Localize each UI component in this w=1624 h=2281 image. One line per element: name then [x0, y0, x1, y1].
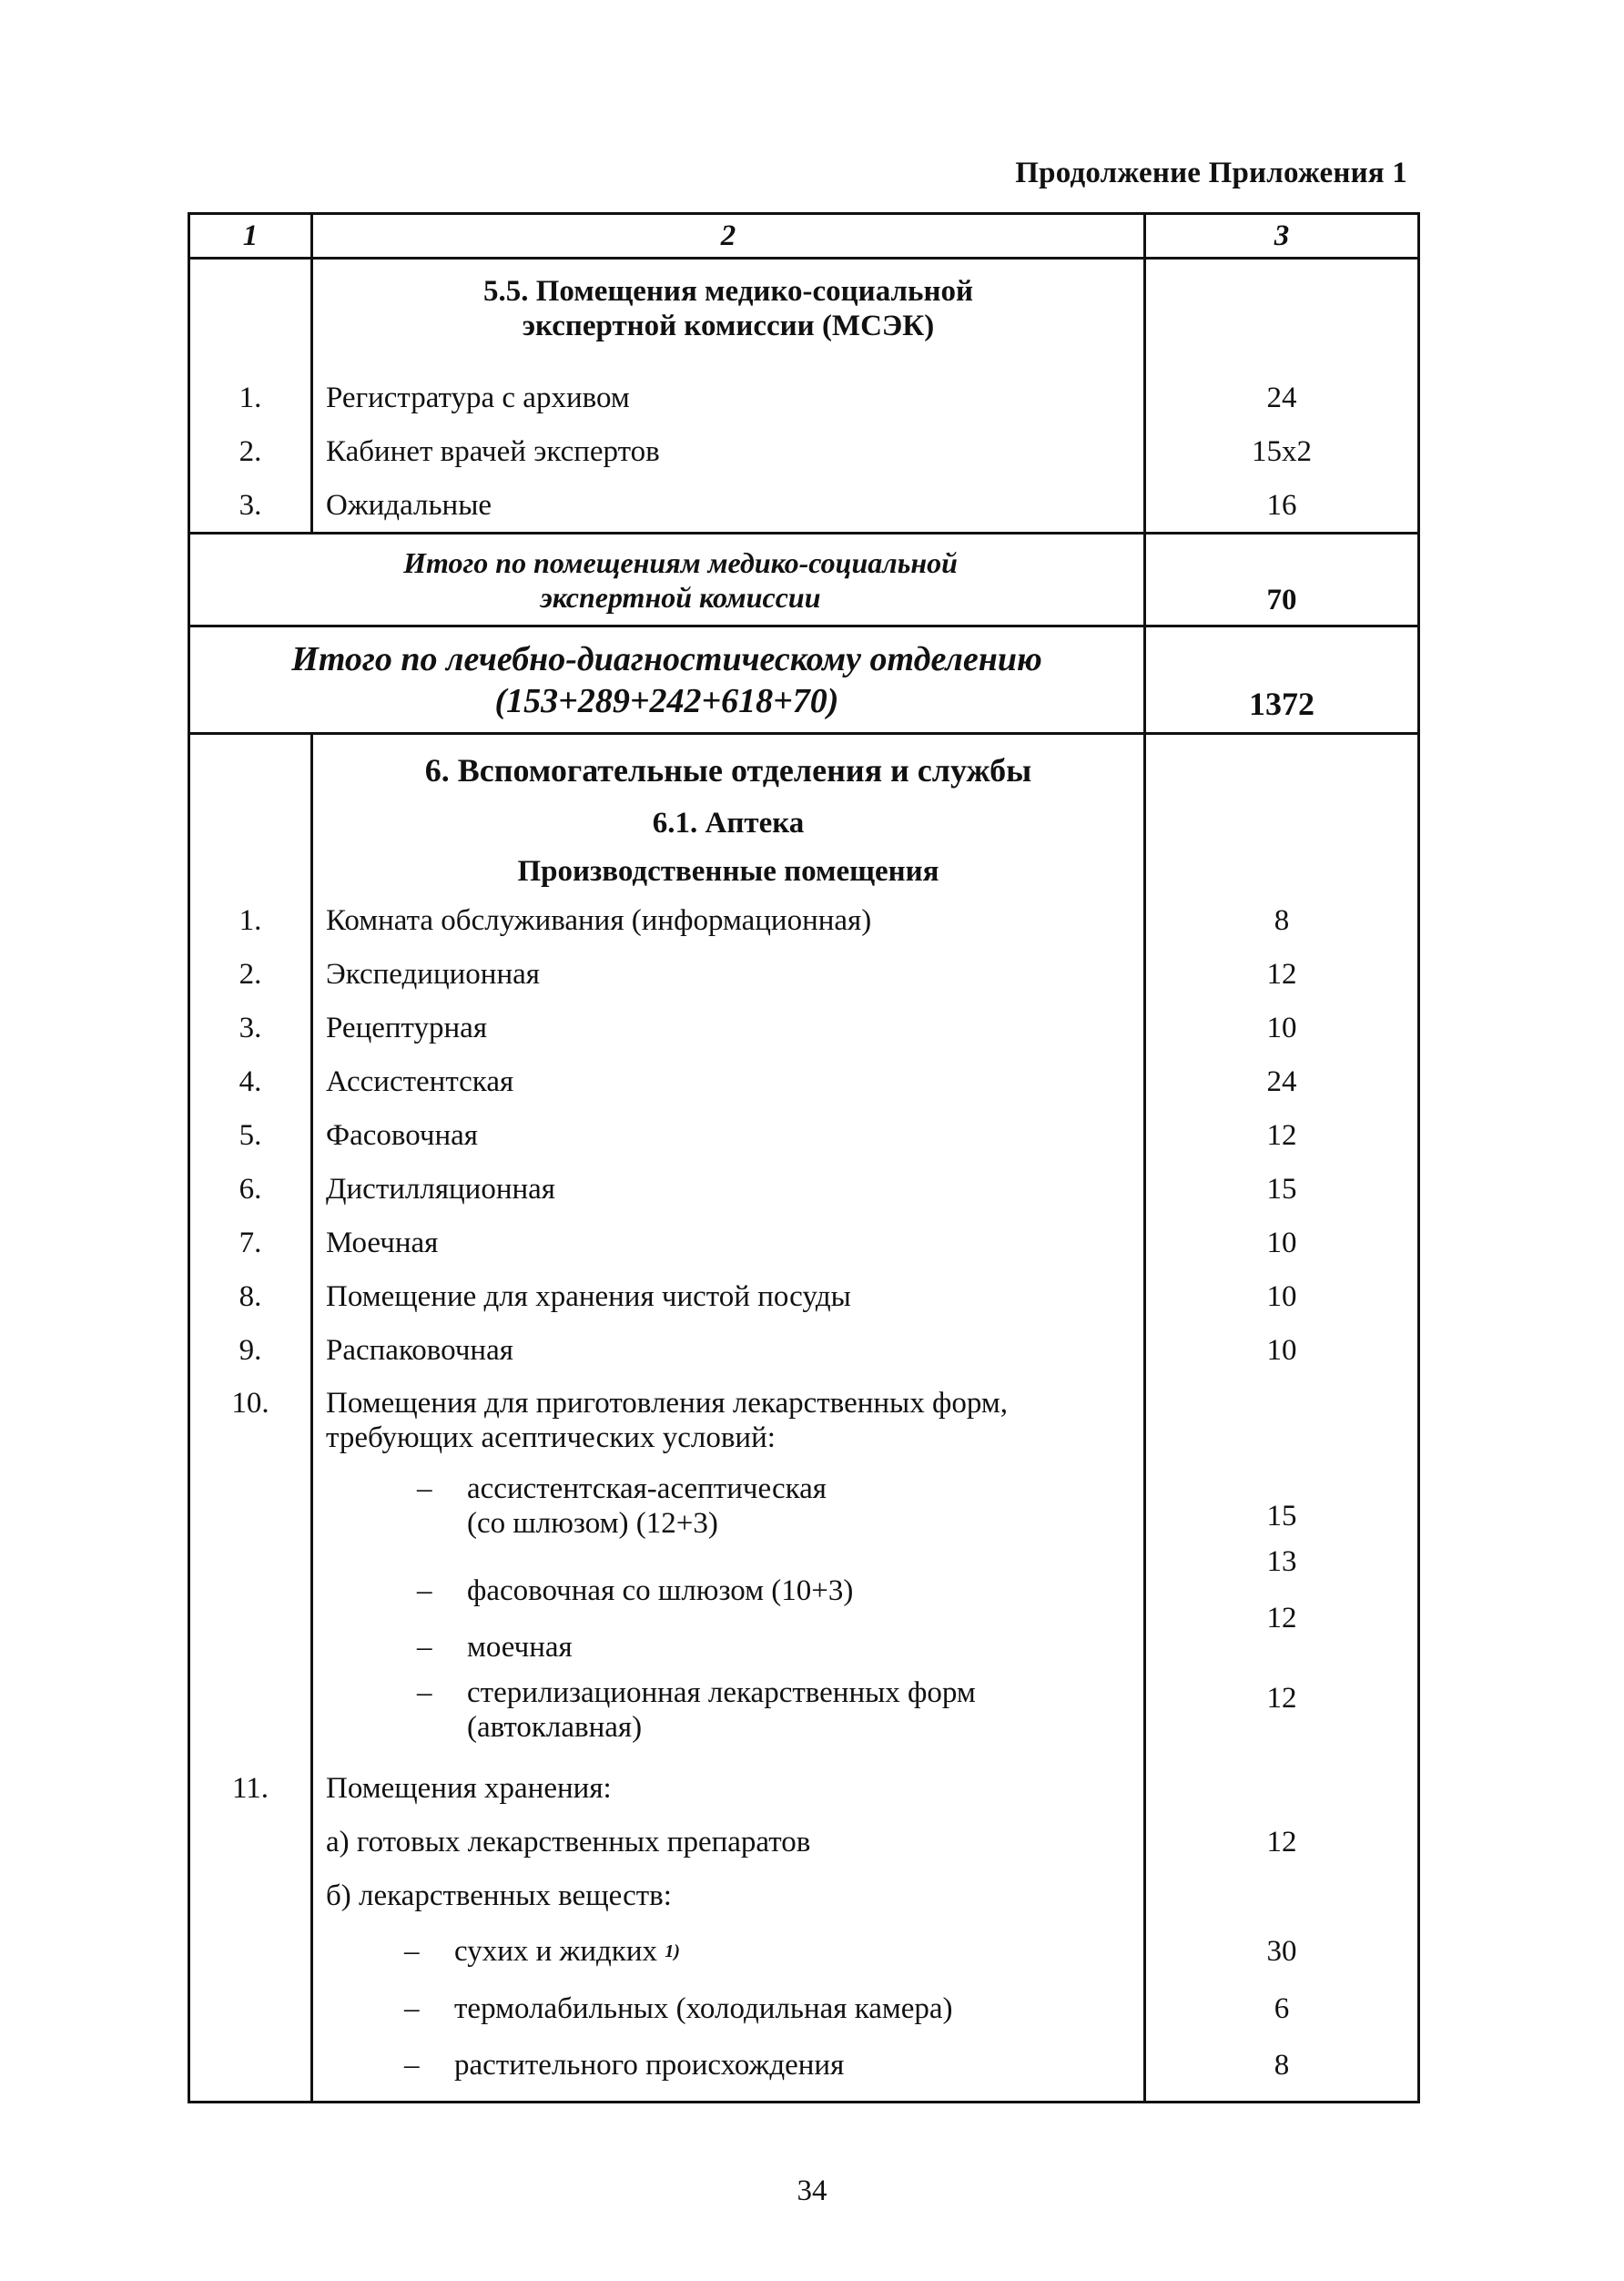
blank-cell [1146, 1869, 1417, 1922]
dash-icon: – [417, 1631, 432, 1664]
sub-item [326, 1563, 1143, 1619]
total-ldo-label [189, 626, 1145, 734]
room-area: 12 [1266, 1825, 1297, 1858]
row-number: 3. [239, 488, 262, 522]
dash-icon: – [417, 1574, 432, 1607]
room-label: Экспедиционная [326, 957, 540, 991]
sub-item-line: моечная [467, 1631, 573, 1664]
group-title: Производственные помещения [517, 855, 939, 888]
sub-item [326, 1619, 1143, 1675]
row-number: 1. [239, 381, 262, 414]
room-label: б) лекарственных веществ: [326, 1879, 672, 1912]
section-55-numbers [189, 259, 312, 534]
sub-item-line: стерилизационная лекарственных форм [467, 1676, 976, 1709]
room-label: Моечная [326, 1226, 439, 1259]
row-number: 9. [239, 1333, 262, 1367]
item-10-line: требующих асептических условий: [326, 1421, 776, 1454]
rooms-table [188, 212, 1420, 2103]
total-ldo-row [189, 626, 1419, 734]
room-label: Помещения хранения: [326, 1771, 612, 1805]
dash-icon: – [417, 1676, 432, 1709]
total-ldo-value: 1372 [1145, 626, 1419, 734]
row-number: 4. [239, 1064, 262, 1098]
section-6-values [1145, 734, 1419, 2103]
sub-item [326, 1471, 1143, 1563]
room-area: 15х2 [1252, 434, 1312, 468]
room-label: Ассистентская [326, 1064, 514, 1098]
room-area: 8 [1274, 903, 1290, 937]
sub-item [326, 1675, 1143, 1745]
room-label: Распаковочная [326, 1333, 513, 1367]
room-label: Регистратура с архивом [326, 381, 630, 414]
blank-cell [1146, 1761, 1417, 1815]
room-label: Кабинет врачей экспертов [326, 434, 660, 468]
total-label-line: (153+289+242+618+70) [494, 681, 839, 720]
row-number: 2. [239, 957, 262, 991]
total-label-line: Итого по лечебно-диагностическому отделению [291, 639, 1042, 678]
section-title: 6. Вспомогательные отделения и службы [424, 752, 1032, 789]
room-label: Фасовочная [326, 1118, 478, 1152]
section-title: экспертной комиссии (МСЭК) [522, 310, 935, 342]
sub-item [313, 1981, 1143, 2037]
room-area: 16 [1266, 488, 1297, 522]
section-55-values [1145, 259, 1419, 534]
room-area: 10 [1266, 1226, 1297, 1259]
sub-item-line: (автоклавная) [467, 1711, 643, 1744]
section-title: 5.5. Помещения медико-социальной [483, 275, 973, 308]
sub-item-line: термолабильных (холодильная камера) [454, 1992, 953, 2025]
sub-item [313, 1922, 1143, 1981]
room-area: 24 [1266, 381, 1297, 414]
total-msek-label [189, 534, 1145, 626]
col-header-2: 2 [312, 214, 1145, 259]
dash-icon: – [417, 1472, 432, 1505]
column-number-row [189, 214, 1419, 259]
room-area: 10 [1266, 1279, 1297, 1313]
room-area: 15 [1266, 1500, 1297, 1533]
row-number: 3. [239, 1011, 262, 1044]
room-area: 10 [1266, 1333, 1297, 1367]
total-label-line: экспертной комиссии [540, 580, 821, 614]
room-area: 30 [1266, 1935, 1297, 1968]
room-label: Дистилляционная [326, 1172, 555, 1206]
row-number: 1. [239, 903, 262, 937]
row-number: 11. [231, 1771, 269, 1805]
section-6-numbers [189, 734, 312, 2103]
sub-item [313, 2037, 1143, 2093]
room-area: 13 [1266, 1545, 1297, 1578]
col-header-3: 3 [1145, 214, 1419, 259]
room-area: 12 [1266, 1118, 1297, 1152]
col-header-1: 1 [189, 214, 312, 259]
row-number: 8. [239, 1279, 262, 1313]
room-label: Помещение для хранения чистой посуды [326, 1279, 851, 1313]
sub-item-line: (со шлюзом) (12+3) [467, 1507, 718, 1540]
continuation-header: Продолжение Приложения 1 [1015, 157, 1407, 189]
footnote-mark: 1) [665, 1941, 680, 1961]
room-area: 15 [1266, 1172, 1297, 1206]
room-area: 8 [1274, 2049, 1290, 2082]
total-msek-value: 70 [1145, 534, 1419, 626]
dash-icon: – [404, 2049, 420, 2082]
room-label: а) готовых лекарственных препаратов [326, 1825, 811, 1858]
room-area: 12 [1266, 1682, 1297, 1715]
room-label: Комната обслуживания (информационная) [326, 903, 872, 937]
item-10-values [1146, 1377, 1417, 1761]
page-number: 34 [797, 2174, 827, 2207]
sub-item-line: сухих и жидких [454, 1935, 657, 1968]
room-label: Ожидальные [326, 488, 492, 522]
sub-item-line: фасовочная со шлюзом (10+3) [467, 1574, 854, 1607]
sub-item-line: ассистентская-асептическая [467, 1472, 827, 1505]
dash-icon: – [404, 1935, 420, 1968]
total-msek-row [189, 534, 1419, 626]
section-subtitle: 6.1. Аптека [652, 807, 805, 840]
item-10-line: Помещения для приготовления лекарственных форм, [326, 1387, 1008, 1420]
row-number: 6. [239, 1172, 262, 1206]
item-10-block [313, 1377, 1143, 1761]
dash-icon: – [404, 1992, 420, 2025]
section-6 [189, 734, 1419, 2103]
room-area: 24 [1266, 1064, 1297, 1098]
room-area: 12 [1266, 957, 1297, 991]
row-number: 10. [231, 1387, 269, 1420]
row-number: 5. [239, 1118, 262, 1152]
section-6-labels [312, 734, 1145, 2103]
room-area: 10 [1266, 1011, 1297, 1044]
sub-item-line: растительного происхождения [454, 2049, 845, 2082]
room-label: Рецептурная [326, 1011, 488, 1044]
room-area: 6 [1274, 1992, 1290, 2025]
row-number: 7. [239, 1226, 262, 1259]
total-label-line: Итого по помещениям медико-социальной [403, 545, 958, 579]
section-55-labels [312, 259, 1145, 534]
room-area: 12 [1266, 1602, 1297, 1634]
section-55 [189, 259, 1419, 534]
row-number: 2. [239, 434, 262, 468]
